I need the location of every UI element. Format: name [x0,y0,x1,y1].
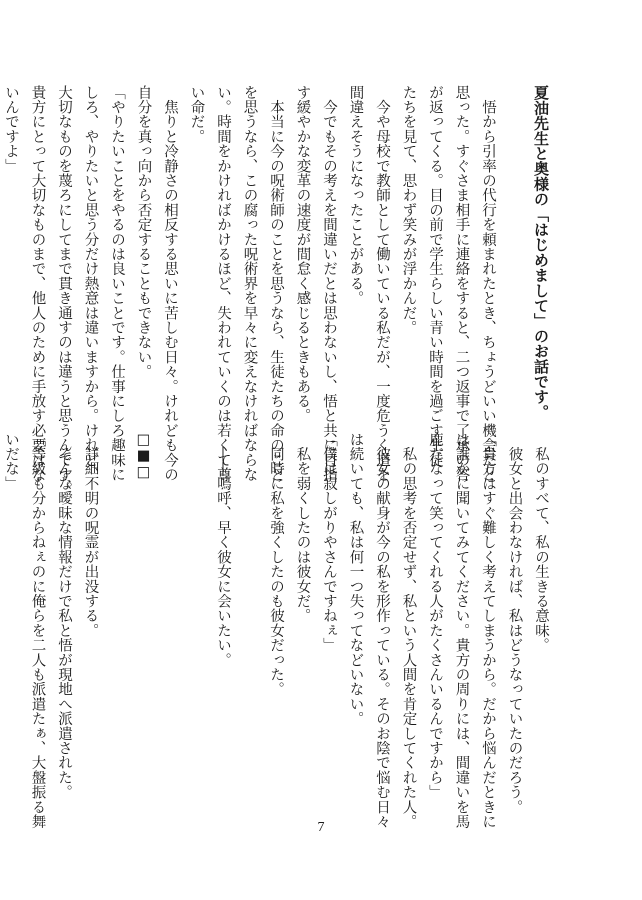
text-line: 「やりたいことをやるのは良いことです。仕事にしろ趣味に [109,85,125,482]
text-line: い。時間をかければかけるほど、失われていくのは若くて尊 [215,85,231,482]
text-line: 本当に今の呪術師のことを思うなら、生徒たちの命のこと [268,85,284,482]
text-line: 詳細不明の呪霊が出没する。 [82,432,99,638]
text-line: しろ、やりたいと思う分だけ熱意は違いますから。けれど、 [82,85,99,482]
text-line: 今や母校で教師として働いている私だが、一度危うく道を [374,85,390,482]
text-line: いんですよ」 [3,85,19,174]
text-line [104,432,131,807]
text-line: は続いても、私は何一つ失ってなどいない。 [347,432,364,726]
text-line: を思うなら、この腐った呪術界を早々に変えなければならな [241,85,258,482]
text-line: □■□ [135,432,152,481]
text-line: 私の思考を否定せず、私という人間を肯定してくれた人。 [400,432,417,829]
text-line: は誰かに聞いてみてください。貴方の周りには、間違いを馬 [453,432,470,829]
text-line: 間違えそうになったことがある。 [347,85,364,306]
text-line: 貴方にとって大切なものまで、他人のために手放す必要はな [29,85,46,482]
text-line [501,85,528,400]
text-line: 自分を真っ向から否定することもできない。 [135,85,152,379]
text-line: 彼女の献身が今の私を形作っている。そのお陰で悩む日々 [374,432,390,829]
text-line: す緩やかな変革の速度が間怠く感じるときもある。 [294,85,311,424]
text-line: いだな」 [3,432,19,491]
text-line: 「僕は寂しがりやさんですねぇ」 [321,432,337,653]
text-line [183,432,210,807]
text-line: 「貴方はすぐ難しく考えてしまうから。だから悩んだときに [480,432,496,829]
text-line: ――嗚呼、早く彼女に会いたい。 [215,432,231,668]
text-line: 大切なものを蔑ろにしてまで貫き通すのは違うと思うんです。 [56,85,72,497]
text-line: 「等級も分からねぇのに俺らを二人も派遣たぁ、大盤振る舞 [29,432,46,829]
text-line: い命だ。 [188,85,205,144]
text-line [236,432,263,807]
text-line: たちを見て、思わず笑みが浮かんだ。 [400,85,417,335]
text-line: が返ってくる。目の前で学生らしい青い時間を過ごす生徒 [427,85,443,468]
text-line: 彼女と出会わなければ、私はどうなっていたのだろう。 [506,432,523,815]
text-line: 焦りと冷静さの相反する思いに苦しむ日々。けれども今の [162,85,178,482]
text-line: 思った。すぐさま相手に連絡をすると、二つ返事で了承の答 [453,85,470,482]
lower-text-block [3,432,554,829]
story-title: 夏油先生と奥様の「はじめまして」のお話です。 [532,85,550,420]
text-line: 悟から引率の代行を頼まれたとき、ちょうどいい機会だと [480,85,496,482]
text-line: 同時に私を強くしたのも彼女だった。 [268,432,284,697]
text-line: 鹿だなって笑ってくれる人がたくさんいるんですから」 [427,432,443,800]
page-number: 7 [317,820,325,835]
text-line: 今でもその考えを間違いだとは思わないし、悟と共に目指 [321,85,337,482]
text-line: 私のすべて、私の生きる意味。 [533,432,549,653]
text-line: 私を弱くしたのは彼女だ。 [294,432,311,624]
text-line: そんな曖昧な情報だけで私と悟が現地へ派遣された。 [56,432,72,800]
text-line [157,432,184,807]
